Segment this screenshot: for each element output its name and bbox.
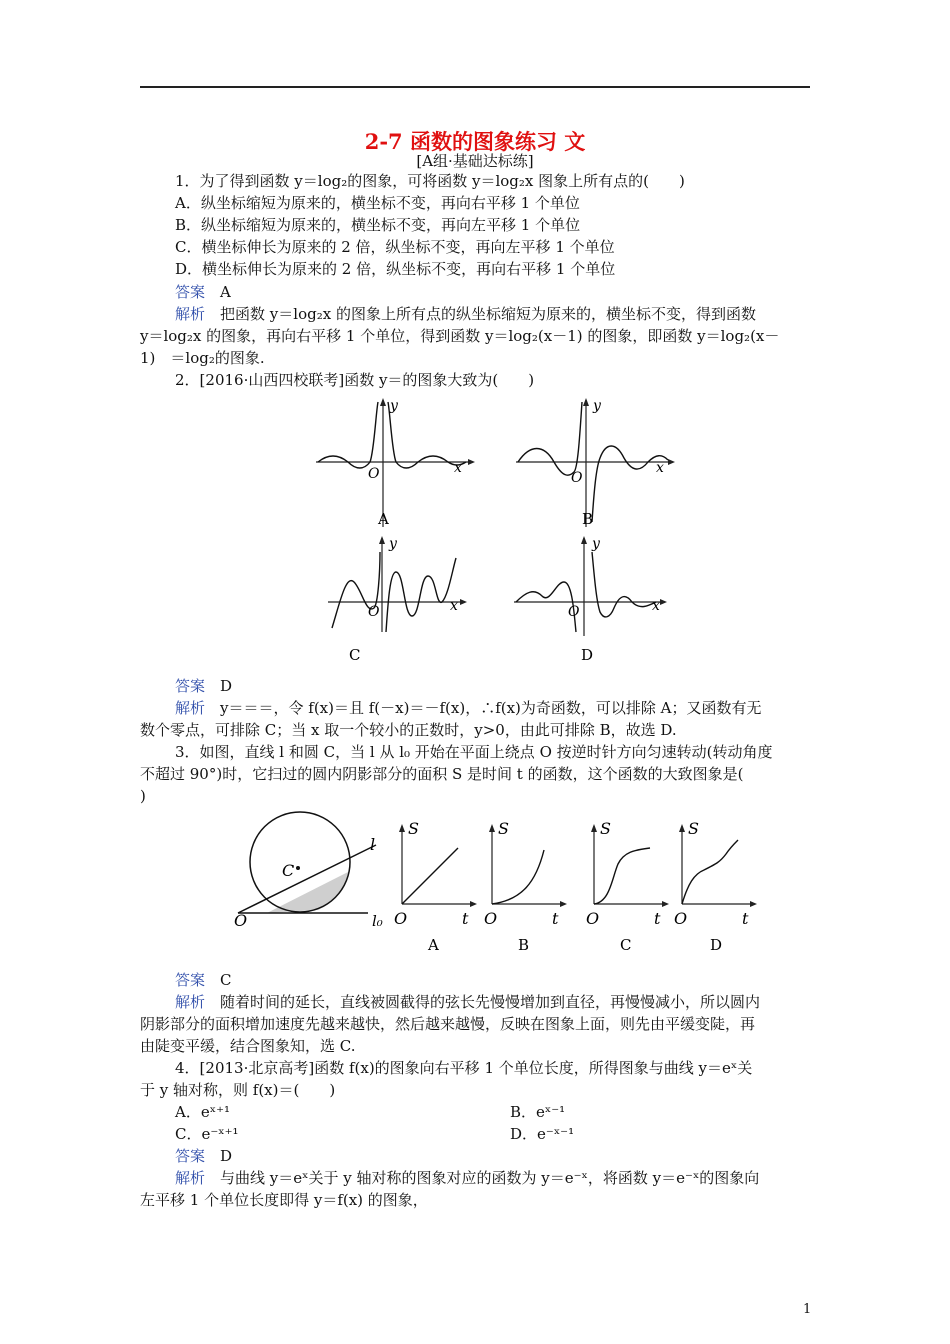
analysis-text: y＝＝＝，令 f(x)＝且 f(－x)＝－f(x)，∴f(x)为奇函数，可以排除 A；又函数有无: [220, 699, 762, 717]
page-number: 1: [803, 1302, 812, 1317]
answer-value: C: [220, 971, 232, 989]
graph-label: A: [378, 510, 389, 528]
answer-label: 答案: [175, 677, 206, 695]
q2-answer: [175, 676, 232, 696]
q4-answer: [175, 1146, 232, 1166]
q4-stem-1: 4．[2013·北京高考]函数 f(x)的图象向右平移 1 个单位长度，所得图象与曲线 y＝eˣ关: [175, 1059, 753, 1077]
origin-label: O: [234, 911, 248, 930]
q4-option-a: A．eˣ⁺¹: [175, 1103, 230, 1121]
graph-label: C: [349, 646, 361, 662]
y-axis-label: S: [408, 819, 419, 838]
q1-option-b: B．纵坐标缩短为原来的，横坐标不变，再向左平移 1 个单位: [175, 216, 581, 234]
y-axis-label: y: [593, 398, 601, 414]
origin-label: O: [368, 604, 380, 620]
answer-label: 答案: [175, 1147, 206, 1165]
x-axis-label: t: [654, 909, 661, 928]
x-axis-label: t: [742, 909, 749, 928]
answer-label: 答案: [175, 971, 206, 989]
q1-option-c: C．横坐标伸长为原来的 2 倍，纵坐标不变，再向左平移 1 个单位: [175, 238, 615, 256]
q4-option-d: D．e⁻ˣ⁻¹: [510, 1125, 575, 1143]
y-axis-label: y: [389, 536, 397, 552]
q2-analysis-1: [175, 698, 762, 718]
x-axis-label: t: [462, 909, 469, 928]
y-axis-label: S: [498, 819, 509, 838]
q3-stem-2: 不超过 90°)时，它扫过的圆内阴影部分的面积 S 是时间 t 的函数，这个函数的大致图象是(: [140, 765, 744, 783]
origin-label: O: [586, 909, 600, 928]
y-axis-label: y: [592, 536, 600, 552]
x-axis-label: x: [652, 598, 660, 614]
analysis-label: 解析: [175, 305, 206, 323]
q2-graph-d: [510, 532, 670, 662]
q3-graph-a: [392, 812, 482, 952]
graph-label: D: [710, 936, 723, 952]
q3-graph-d: [672, 812, 762, 952]
q1-option-a: A．纵坐标缩短为原来的，横坐标不变，再向右平移 1 个单位: [175, 194, 580, 212]
q4-stem-2: 于 y 轴对称，则 f(x)＝( ): [140, 1081, 336, 1099]
answer-value: D: [220, 677, 233, 695]
q3-graph-c: [584, 812, 674, 952]
origin-label: O: [571, 470, 583, 486]
x-axis-label: x: [656, 460, 664, 476]
header-rule: [140, 86, 810, 88]
origin-label: O: [484, 909, 498, 928]
y-axis-label: S: [688, 819, 699, 838]
q1-option-d: D．横坐标伸长为原来的 2 倍，纵坐标不变，再向右平移 1 个单位: [175, 260, 616, 278]
graph-label: D: [581, 646, 594, 662]
x-axis-label: t: [552, 909, 559, 928]
q3-analysis-3: 由陡变平缓，结合图象知，选 C.: [140, 1037, 356, 1055]
q1-answer: [175, 282, 231, 302]
q3-analysis-1: [175, 992, 760, 1012]
y-axis-label: S: [600, 819, 611, 838]
q1-stem: 1．为了得到函数 y＝log₂的图象，可将函数 y＝log₂x 图象上所有点的( ): [175, 172, 685, 190]
q1-analysis-1: [175, 304, 756, 324]
q4-analysis-2: 左平移 1 个单位长度即得 y＝f(x) 的图象，: [140, 1191, 428, 1209]
analysis-label: 解析: [175, 699, 206, 717]
q3-circle-figure: [228, 810, 393, 935]
q4-analysis-1: [175, 1168, 759, 1188]
q3-analysis-2: 阴影部分的面积增加速度先越来越快，然后越来越慢，反映在图象上面，则先由平缓变陡，再: [140, 1015, 756, 1033]
q3-stem-1: 3．如图，直线 l 和圆 C，当 l 从 l₀ 开始在平面上绕点 O 按逆时针方向匀速转动(转动角度: [175, 743, 773, 761]
analysis-text: 与曲线 y＝eˣ关于 y 轴对称的图象对应的函数为 y＝e⁻ˣ，将函数 y＝e⁻ˣ的图象向: [220, 1169, 760, 1187]
graph-label: B: [518, 936, 530, 952]
graph-label: C: [620, 936, 632, 952]
origin-label: O: [674, 909, 688, 928]
q4-option-c: C．e⁻ˣ⁺¹: [175, 1125, 239, 1143]
x-axis-label: x: [450, 598, 458, 614]
analysis-text: 随着时间的延长，直线被圆截得的弦长先慢慢增加到直径，再慢慢减小，所以圆内: [220, 993, 761, 1011]
origin-label: O: [394, 909, 408, 928]
q3-stem-3: ): [140, 787, 146, 805]
q2-stem: 2．[2016·山西四校联考]函数 y＝的图象大致为( ): [175, 371, 535, 389]
answer-value: A: [220, 283, 231, 301]
analysis-text: 把函数 y＝log₂x 的图象上所有点的纵坐标缩短为原来的，横坐标不变，得到函数: [220, 305, 756, 323]
q1-analysis-3: 1) ＝log₂的图象.: [140, 349, 265, 367]
graph-label: B: [582, 510, 594, 528]
origin-label: O: [568, 604, 580, 620]
q1-analysis-2: y＝log₂x 的图象，再向右平移 1 个单位，得到函数 y＝log₂(x－1) 的图象，即函数 y＝log₂(x－: [140, 327, 780, 345]
circle-label: C: [282, 861, 295, 880]
q4-option-b: B．eˣ⁻¹: [510, 1103, 566, 1121]
q2-analysis-2: 数个零点，可排除 C；当 x 取一个较小的正数时，y>0，由此可排除 B，故选 D.: [140, 721, 677, 739]
page-title: 2-7 函数的图象练习 文: [364, 129, 586, 154]
answer-value: D: [220, 1147, 233, 1165]
analysis-label: 解析: [175, 1169, 206, 1187]
q2-graph-a: [308, 392, 478, 532]
answer-label: 答案: [175, 283, 206, 301]
q3-graph-b: [482, 812, 572, 952]
x-axis-label: x: [454, 460, 462, 476]
q3-answer: [175, 970, 232, 990]
analysis-label: 解析: [175, 993, 206, 1011]
line-label: l: [370, 835, 376, 854]
q2-graph-c: [320, 532, 470, 662]
page-subtitle: [A组·基础达标练]: [416, 152, 534, 170]
y-axis-label: y: [390, 398, 398, 414]
origin-label: O: [368, 466, 380, 482]
graph-label: A: [428, 936, 439, 952]
q2-graph-b: [508, 392, 678, 532]
base-line-label: l₀: [372, 912, 383, 930]
